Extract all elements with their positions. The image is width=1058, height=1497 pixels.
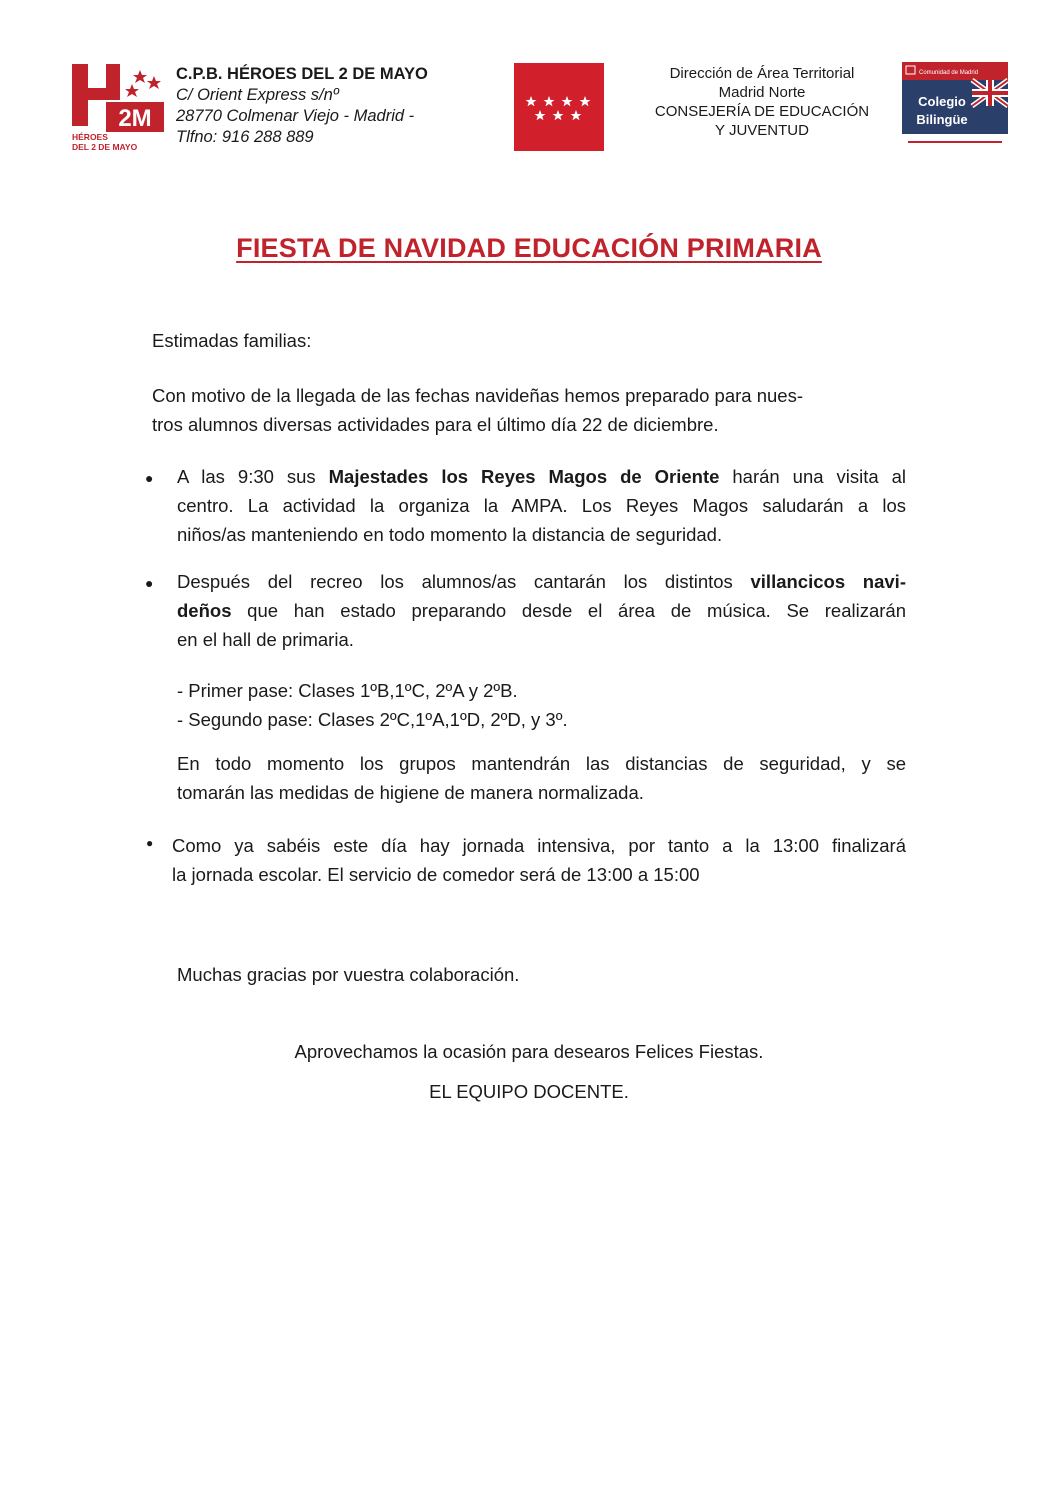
bullet3-line-1: Como ya sabéis este día hay jornada intensiva, por tanto a la 13:00 finalizará [172, 835, 906, 856]
logo-2m-text: 2M [118, 105, 152, 132]
bullet1-line-2: centro. La actividad la organiza la AMPA. Los Reyes Magos saludarán a los [177, 495, 906, 516]
colegio-bilingue-logo [902, 62, 1008, 150]
safety-note [177, 749, 906, 807]
holiday-wish: Aprovechamos la ocasión para desearos Felices Fiestas. [294, 1041, 764, 1062]
area-line-1: Dirección de Área Territorial [669, 65, 855, 82]
intro-paragraph [152, 381, 912, 439]
intro-line-1: Con motivo de la llegada de las fechas navideñas hemos preparado para nues- [152, 385, 803, 406]
bullet2-line-3: en el hall de primaria. [177, 629, 354, 650]
area-line-2: Madrid Norte [718, 84, 806, 101]
bullet2-line2-bold: deños [177, 600, 232, 621]
safety-line-1: En todo momento los grupos mantendrán las distancias de seguridad, y se [177, 753, 906, 774]
bullet1-text-pre: A las 9:30 sus [177, 466, 329, 487]
second-pass: - Segundo pase: Clases 2ºC,1ºA,1ºD, 2ºD, y 3º. [177, 709, 568, 730]
bullet1-text-post: harán una visita al [719, 466, 906, 487]
bullet-villancicos [177, 567, 906, 654]
bullet-jornada [172, 831, 906, 889]
document-title: FIESTA DE NAVIDAD EDUCACIÓN PRIMARIA [236, 233, 822, 263]
bullet2-text-pre: Después del recreo los alumnos/as cantarán los distintos [177, 571, 751, 592]
bullet-reyes-magos [177, 462, 906, 549]
school-address-block [176, 64, 428, 148]
bilingue-line-1: Colegio [918, 94, 966, 109]
bullet-dot: ● [146, 836, 154, 850]
logo-caption-line1: HÉROES [72, 132, 108, 142]
logo-caption-line2: DEL 2 DE MAYO [72, 142, 138, 152]
bullet1-text-bold: Majestades los Reyes Magos de Oriente [328, 466, 720, 487]
madrid-flag-logo [514, 63, 604, 151]
address-street: C/ Orient Express s/nº [176, 86, 339, 104]
bullet2-line-2 [177, 596, 906, 625]
bullet-dot: ● [145, 575, 154, 591]
area-line-3: CONSEJERÍA DE EDUCACIÓN [654, 103, 870, 120]
closing-thanks: Muchas gracias por vuestra colaboración. [177, 964, 520, 985]
bilingue-line-2: Bilingüe [916, 112, 968, 127]
address-city: 28770 Colmenar Viejo - Madrid - [176, 107, 415, 125]
first-pass: - Primer pase: Clases 1ºB,1ºC, 2ºA y 2ºB. [177, 680, 518, 701]
school-logo [70, 62, 166, 152]
education-authority-block [612, 64, 912, 140]
bullet2-line-1 [177, 567, 906, 596]
area-line-4: Y JUVENTUD [715, 122, 809, 139]
bullet-dot: ● [145, 470, 154, 486]
pass-schedule [177, 676, 906, 734]
intro-line-2: tros alumnos diversas actividades para el último día 22 de diciembre. [152, 414, 719, 435]
bullet2-line2-post: que han estado preparando desde el área de música. Se realizarán [231, 600, 906, 621]
signature: EL EQUIPO DOCENTE. [429, 1081, 629, 1102]
bullet3-line-2: la jornada escolar. El servicio de comedor será de 13:00 a 15:00 [172, 864, 700, 885]
school-name: C.P.B. HÉROES DEL 2 DE MAYO [176, 65, 428, 83]
greeting: Estimadas familias: [152, 330, 312, 351]
school-phone: Tlfno: 916 288 889 [176, 128, 314, 146]
bullet1-line-3: niños/as manteniendo en todo momento la distancia de seguridad. [177, 524, 723, 545]
bilingue-region-label: Comunidad de Madrid [919, 70, 979, 76]
safety-line-2: tomarán las medidas de higiene de manera normalizada. [177, 782, 644, 803]
bullet1-line-1 [177, 462, 906, 491]
bullet2-text-bold: villancicos navi- [750, 571, 906, 592]
